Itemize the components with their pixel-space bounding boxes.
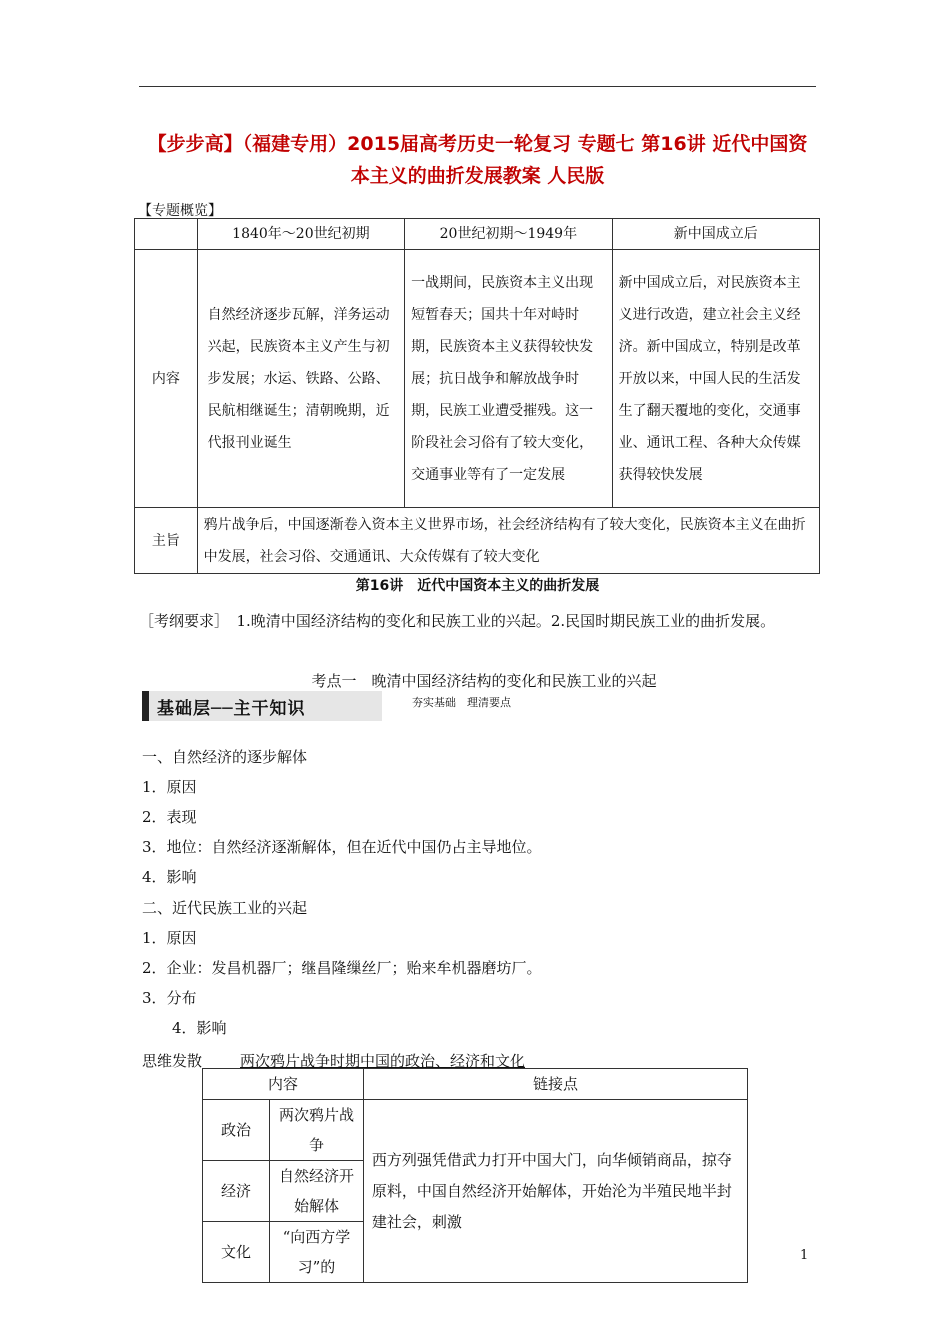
row-category: 经济 [203, 1161, 270, 1222]
header-rule [139, 86, 816, 87]
row-item: 自然经济开始解体 [270, 1161, 364, 1222]
link-header-link: 链接点 [363, 1069, 747, 1100]
overview-header-row [135, 219, 820, 250]
banner-subtitle: 夯实基础 理清要点 [412, 696, 511, 709]
outline-heading-1: 一、自然经济的逐步解体 [142, 748, 308, 766]
link-text: 西方列强凭借武力打开中国大门，向华倾销商品，掠夺原料，中国自然经济开始解体，开始沦为半殖民地半封建社会，刺激 [363, 1100, 747, 1283]
outline-item: 3．分布 [142, 989, 197, 1007]
link-header-content: 内容 [203, 1069, 364, 1100]
row-item: “向西方学习”的 [270, 1222, 364, 1283]
link-table-row [203, 1100, 748, 1161]
overview-label: 【专题概览】 [138, 203, 222, 219]
overview-theme-row [135, 508, 820, 574]
outline-item: 1．原因 [142, 778, 197, 796]
content-label: 内容 [135, 250, 198, 508]
exam-requirements: ［考纲要求］ 1.晚清中国经济结构的变化和民族工业的兴起。2.民国时期民族工业的曲折发展。 [139, 612, 776, 630]
outline-item: 4．影响 [142, 868, 197, 886]
document-title: 【步步高】（福建专用）2015届高考历史一轮复习 专题七 第16讲 近代中国资本主义的曲折发展教案 人民版 [147, 133, 808, 187]
point-title: 考点一 晚清中国经济结构的变化和民族工业的兴起 [311, 672, 657, 690]
banner-title: 基础层──主干知识 [157, 699, 306, 719]
divergence-title: 两次鸦片战争时期中国的政治、经济和文化 [240, 1052, 526, 1070]
outline-item: 3．地位：自然经济逐渐解体，但在近代中国仍占主导地位。 [142, 838, 542, 856]
link-table-header [203, 1069, 748, 1100]
theme-label: 主旨 [135, 508, 198, 574]
content-period-2: 一战期间，民族资本主义出现短暂春天；国共十年对峙时期，民族资本主义获得较快发展；抗日战争和解放战争时期，民族工业遭受摧残。这一阶段社会习俗有了较大变化，交通事业等有了一定发展 [405, 250, 612, 508]
divergence-label: 思维发散 [142, 1052, 203, 1070]
overview-header-period-1: 1840年～20世纪初期 [197, 219, 404, 250]
outline-item: 4．影响 [172, 1019, 227, 1037]
row-category: 政治 [203, 1100, 270, 1161]
overview-header-period-3: 新中国成立后 [612, 219, 819, 250]
content-period-1: 自然经济逐步瓦解，洋务运动兴起，民族资本主义产生与初步发展；水运、铁路、公路、民航相继诞生；清朝晚期，近代报刊业诞生 [197, 250, 404, 508]
overview-table [134, 218, 820, 574]
overview-header-empty [135, 219, 198, 250]
overview-header-period-2: 20世纪初期～1949年 [405, 219, 612, 250]
outline-item: 1．原因 [142, 929, 197, 947]
page-number: 1 [800, 1248, 809, 1263]
content-period-3: 新中国成立后，对民族资本主义进行改造，建立社会主义经济。新中国成立，特别是改革开放以来，中国人民的生活发生了翻天覆地的变化，交通事业、通讯工程、各种大众传媒获得较快发展 [612, 250, 819, 508]
row-category: 文化 [203, 1222, 270, 1283]
outline-item: 2．企业：发昌机器厂；继昌隆缫丝厂；贻来牟机器磨坊厂。 [142, 959, 542, 977]
overview-content-row [135, 250, 820, 508]
lesson-title: 第16讲 近代中国资本主义的曲折发展 [355, 578, 600, 594]
outline-heading-2: 二、近代民族工业的兴起 [142, 899, 308, 917]
row-item: 两次鸦片战争 [270, 1100, 364, 1161]
link-table [202, 1068, 748, 1283]
section-banner [142, 691, 382, 721]
theme-text: 鸦片战争后，中国逐渐卷入资本主义世界市场，社会经济结构有了较大变化，民族资本主义在曲折中发展，社会习俗、交通通讯、大众传媒有了较大变化 [197, 508, 819, 574]
outline-item: 2．表现 [142, 808, 197, 826]
